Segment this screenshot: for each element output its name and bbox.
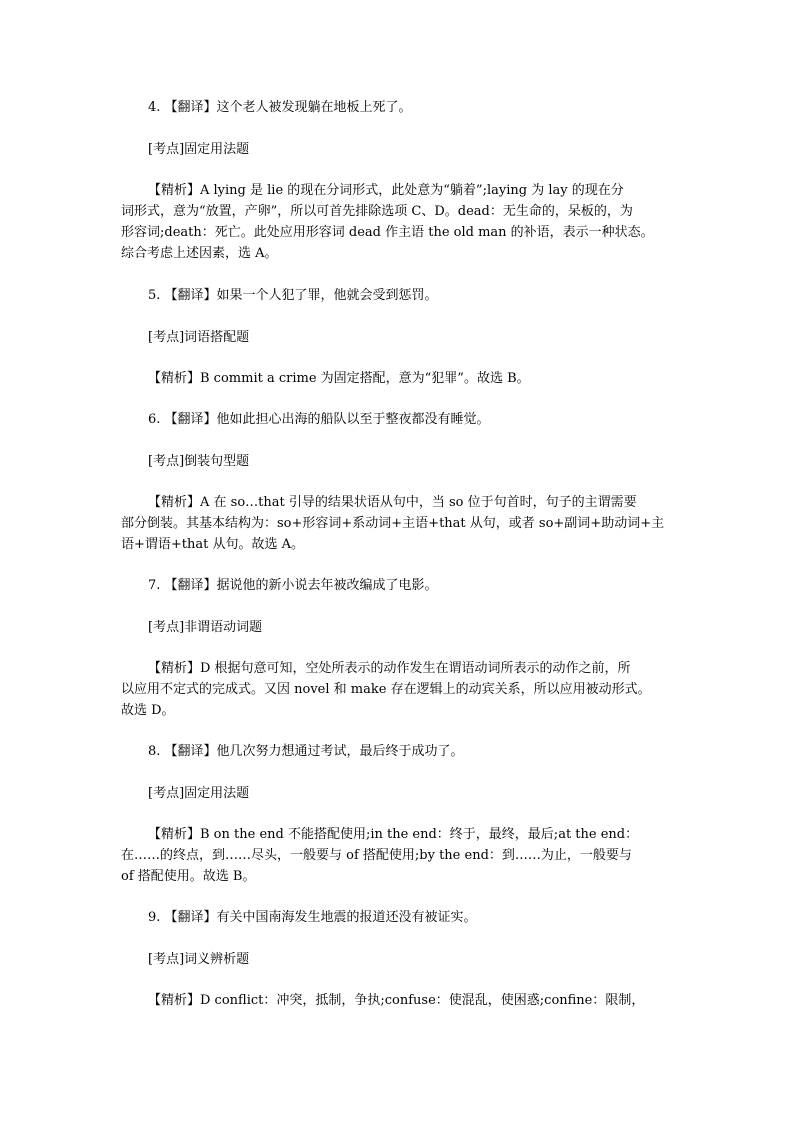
question-7-topic: [考点]非谓语动词题: [148, 620, 263, 635]
question-7-analysis-line-2: 以应用不定式的完成式。又因 novel 和 make 存在逻辑上的动宾关系，所以应用被动形式。: [121, 682, 651, 697]
question-7-analysis-line-1: 【精析】D 根据句意可知，空处所表示的动作发生在谓语动词所表示的动作之前，所: [148, 661, 631, 676]
question-4-analysis-line-3: 形容词;death：死亡。此处应用形容词 dead 作主语 the old man 的补语，表示一种状态。: [121, 225, 654, 240]
question-7-analysis-line-3: 故选 D。: [121, 703, 175, 718]
question-9-topic: [考点]词义辨析题: [148, 952, 250, 967]
question-4-translation: 4. 【翻译】这个老人被发现躺在地板上死了。: [148, 100, 412, 115]
question-8-analysis-line-3: of 搭配使用。故选 B。: [121, 869, 256, 884]
question-9-analysis-line-1: 【精析】D conflict：冲突，抵制，争执;confuse：使混乱，使困惑;confine：限制，: [148, 993, 645, 1008]
question-6-analysis-line-2: 部分倒装。其基本结构为：so+形容词+系动词+主语+that 从句，或者 so+副词+助动词+主: [121, 516, 665, 531]
question-6-translation: 6. 【翻译】他如此担心出海的船队以至于整夜都没有睡觉。: [148, 412, 490, 427]
question-5-topic: [考点]词语搭配题: [148, 330, 250, 345]
question-8-analysis-line-1: 【精析】B on the end 不能搭配使用;in the end：终于，最终，最后;at the end：: [148, 827, 639, 842]
question-4-analysis-line-4: 综合考虑上述因素，选 A。: [121, 246, 278, 261]
question-4-analysis-line-2: 词形式，意为“放置，产卵”，所以可首先排除选项 C、D。dead：无生命的，呆板的，为: [121, 204, 633, 219]
question-4-analysis-line-1: 【精析】A lying 是 lie 的现在分词形式，此处意为“躺着”;laying 为 lay 的现在分: [148, 183, 624, 198]
question-7-translation: 7. 【翻译】据说他的新小说去年被改编成了电影。: [148, 578, 438, 593]
question-8-topic: [考点]固定用法题: [148, 786, 250, 801]
question-8-analysis-line-2: 在……的终点，到……尽头，一般要与 of 搭配使用;by the end：到……为止，一般要与: [121, 848, 632, 863]
question-5-analysis-line-1: 【精析】B commit a crime 为固定搭配，意为“犯罪”。故选 B。: [148, 371, 530, 386]
question-6-analysis-line-1: 【精析】A 在 so…that 引导的结果状语从句中，当 so 位于句首时，句子的主谓需要: [148, 495, 637, 510]
question-6-topic: [考点]倒装句型题: [148, 454, 250, 469]
question-8-translation: 8. 【翻译】他几次努力想通过考试，最后终于成功了。: [148, 744, 464, 759]
question-4-topic: [考点]固定用法题: [148, 142, 250, 157]
question-6-analysis-line-3: 语+谓语+that 从句。故选 A。: [121, 537, 305, 552]
question-9-translation: 9. 【翻译】有关中国南海发生地震的报道还没有被证实。: [148, 910, 477, 925]
question-5-translation: 5. 【翻译】如果一个人犯了罪，他就会受到惩罚。: [148, 288, 438, 303]
